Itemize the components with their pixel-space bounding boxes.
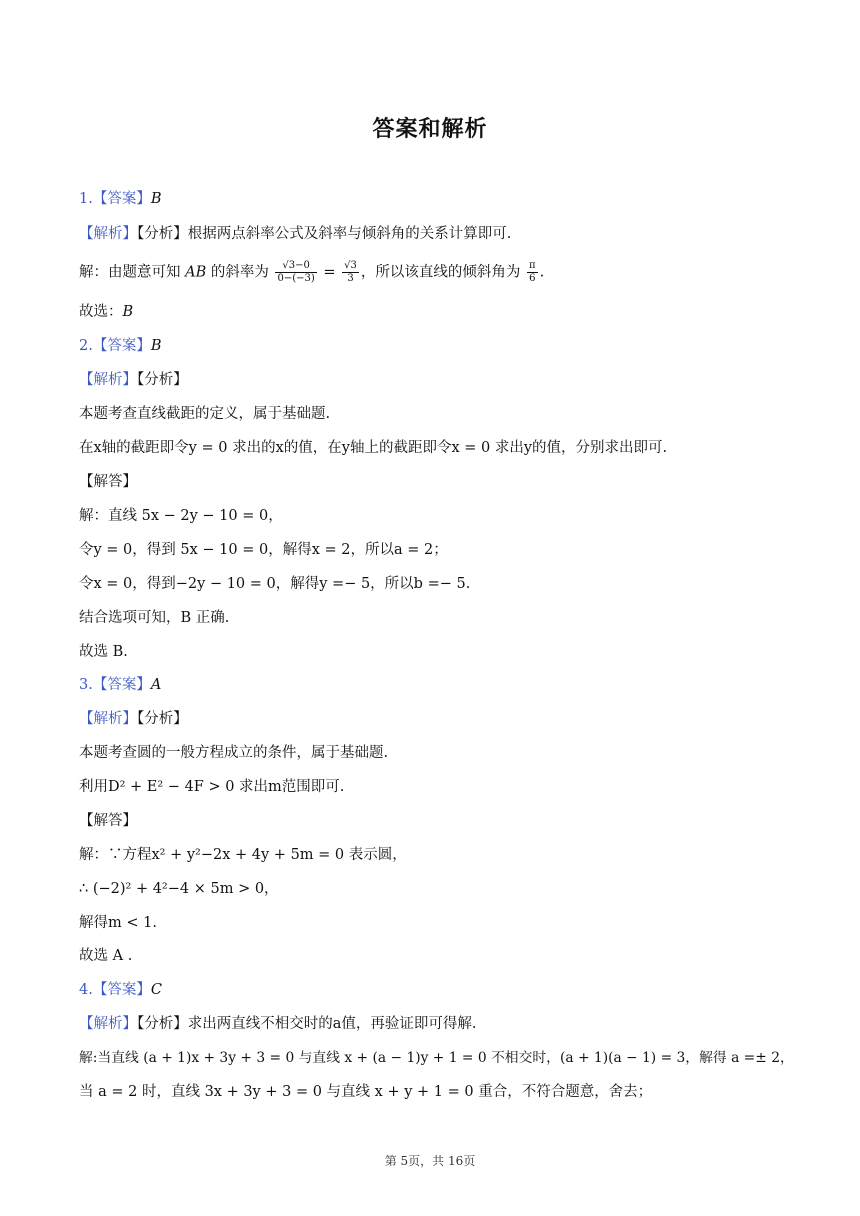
q1-sol-ab: AB xyxy=(185,264,207,281)
page-title: 答案和解析 xyxy=(372,117,488,142)
q2-answer-line xyxy=(79,336,162,356)
q3-text-line-2: 利用D² + E² − 4F > 0 求出m范围即可. xyxy=(79,779,345,795)
q4-text-line-1: 解:当直线 (a + 1)x + 3y + 3 = 0 与直线 x + (a − 1)y + 1 = 0 不相交时，(a + 1)(a − 1) = 3，解得 a =± 2， xyxy=(79,1050,794,1066)
q3-text-line-4: ∴ (−2)² + 4²−4 × 5m > 0， xyxy=(79,881,279,897)
q2-answer: B xyxy=(150,338,162,354)
q1-sol-end: . xyxy=(539,264,545,281)
q1-sol-c: ，所以该直线的倾斜角为 xyxy=(360,264,521,281)
q3-answer-tag: 【答案】 xyxy=(92,677,151,693)
q1-jiexi-tag: 【解析】 xyxy=(79,226,137,242)
q4-number: 4. xyxy=(79,982,93,998)
q2-fenxi-tag: 【分析】 xyxy=(137,372,188,388)
q3-text-line-6: 故选 A . xyxy=(79,948,133,964)
q1-equals: = xyxy=(323,264,336,281)
q1-frac1-denominator: 0−(−3) xyxy=(277,273,315,284)
q1-sol-b: 的斜率为 xyxy=(210,264,269,281)
q4-answer-tag: 【答案】 xyxy=(92,982,151,998)
q3-answer-line xyxy=(79,675,161,695)
q1-sol-a: 解：由题意可知 xyxy=(79,264,181,281)
q2-jiexi-tag: 【解析】 xyxy=(79,372,137,388)
q3-text-line-1: 本题考查圆的一般方程成立的条件，属于基础题. xyxy=(79,745,389,761)
q1-answer-line xyxy=(79,189,162,209)
q3-jieda-tag: 【解答】 xyxy=(79,813,137,829)
q1-fenxi-tag: 【分析】 xyxy=(137,226,188,242)
q1-answer: B xyxy=(150,191,162,207)
q2-text-line-6: 结合选项可知，B 正确. xyxy=(79,610,230,626)
q2-text-line-5: 令x = 0，得到−2y − 10 = 0，解得y =− 5，所以b =− 5. xyxy=(79,576,471,592)
q4-answer: C xyxy=(150,982,162,998)
q3-number: 3. xyxy=(79,677,93,693)
q1-frac1-numerator: √3−0 xyxy=(275,260,316,273)
q2-number: 2. xyxy=(79,338,93,354)
q4-fenxi-tag: 【分析】 xyxy=(137,1016,188,1032)
q1-final-a: 故选： xyxy=(79,304,123,320)
q3-answer: A xyxy=(150,677,162,693)
q1-answer-tag: 【答案】 xyxy=(92,191,151,207)
q4-fenxi-text: 求出两直线不相交时的a值，再验证即可得解. xyxy=(187,1016,477,1032)
q1-analysis-line xyxy=(79,224,511,244)
q1-solution-line xyxy=(79,260,544,285)
q1-final-line xyxy=(79,302,133,322)
page-footer: 第 5页，共 16页 xyxy=(384,1154,476,1168)
q2-text-line-2: 在x轴的截距即令y = 0 求出的x的值，在y轴上的截距即令x = 0 求出y的值，分别求出即可. xyxy=(79,440,668,456)
q3-fenxi-tag: 【分析】 xyxy=(137,711,188,727)
q1-frac2-numerator: √3 xyxy=(344,260,357,271)
q4-text-line-2: 当 a = 2 时，直线 3x + 3y + 3 = 0 与直线 x + y + 1 = 0 重合，不符合题意，舍去； xyxy=(79,1084,653,1100)
q4-jiexi-tag: 【解析】 xyxy=(79,1016,137,1032)
q2-text-line-4: 令y = 0，得到 5x − 10 = 0，解得x = 2，所以a = 2； xyxy=(79,542,448,558)
q1-frac2-denominator: 3 xyxy=(347,273,354,284)
q1-final-b: B xyxy=(122,304,134,320)
q1-fraction-1 xyxy=(275,260,316,285)
q2-text-line-7: 故选 B. xyxy=(79,644,128,660)
q4-analysis-line xyxy=(79,1014,477,1034)
q2-answer-tag: 【答案】 xyxy=(92,338,151,354)
q1-number: 1. xyxy=(79,191,93,207)
q3-analysis-line xyxy=(79,709,188,729)
q3-text-line-3: 解：∵方程x² + y²−2x + 4y + 5m = 0 表示圆， xyxy=(79,847,407,863)
q1-fraction-3 xyxy=(527,260,538,285)
q4-answer-line xyxy=(79,980,162,1000)
q2-text-line-3: 解：直线 5x − 2y − 10 = 0， xyxy=(79,508,283,524)
q1-fenxi-text: 根据两点斜率公式及斜率与倾斜角的关系计算即可. xyxy=(187,226,512,242)
q2-text-line-1: 本题考查直线截距的定义，属于基础题. xyxy=(79,406,331,422)
q1-frac3-numerator: π xyxy=(528,260,536,271)
q3-text-line-5: 解得m < 1. xyxy=(79,915,157,931)
q2-jieda-tag: 【解答】 xyxy=(79,474,137,490)
q2-analysis-line xyxy=(79,370,188,390)
q1-fraction-2 xyxy=(342,260,359,285)
q3-jiexi-tag: 【解析】 xyxy=(79,711,137,727)
q1-frac3-denominator: 6 xyxy=(529,273,536,284)
